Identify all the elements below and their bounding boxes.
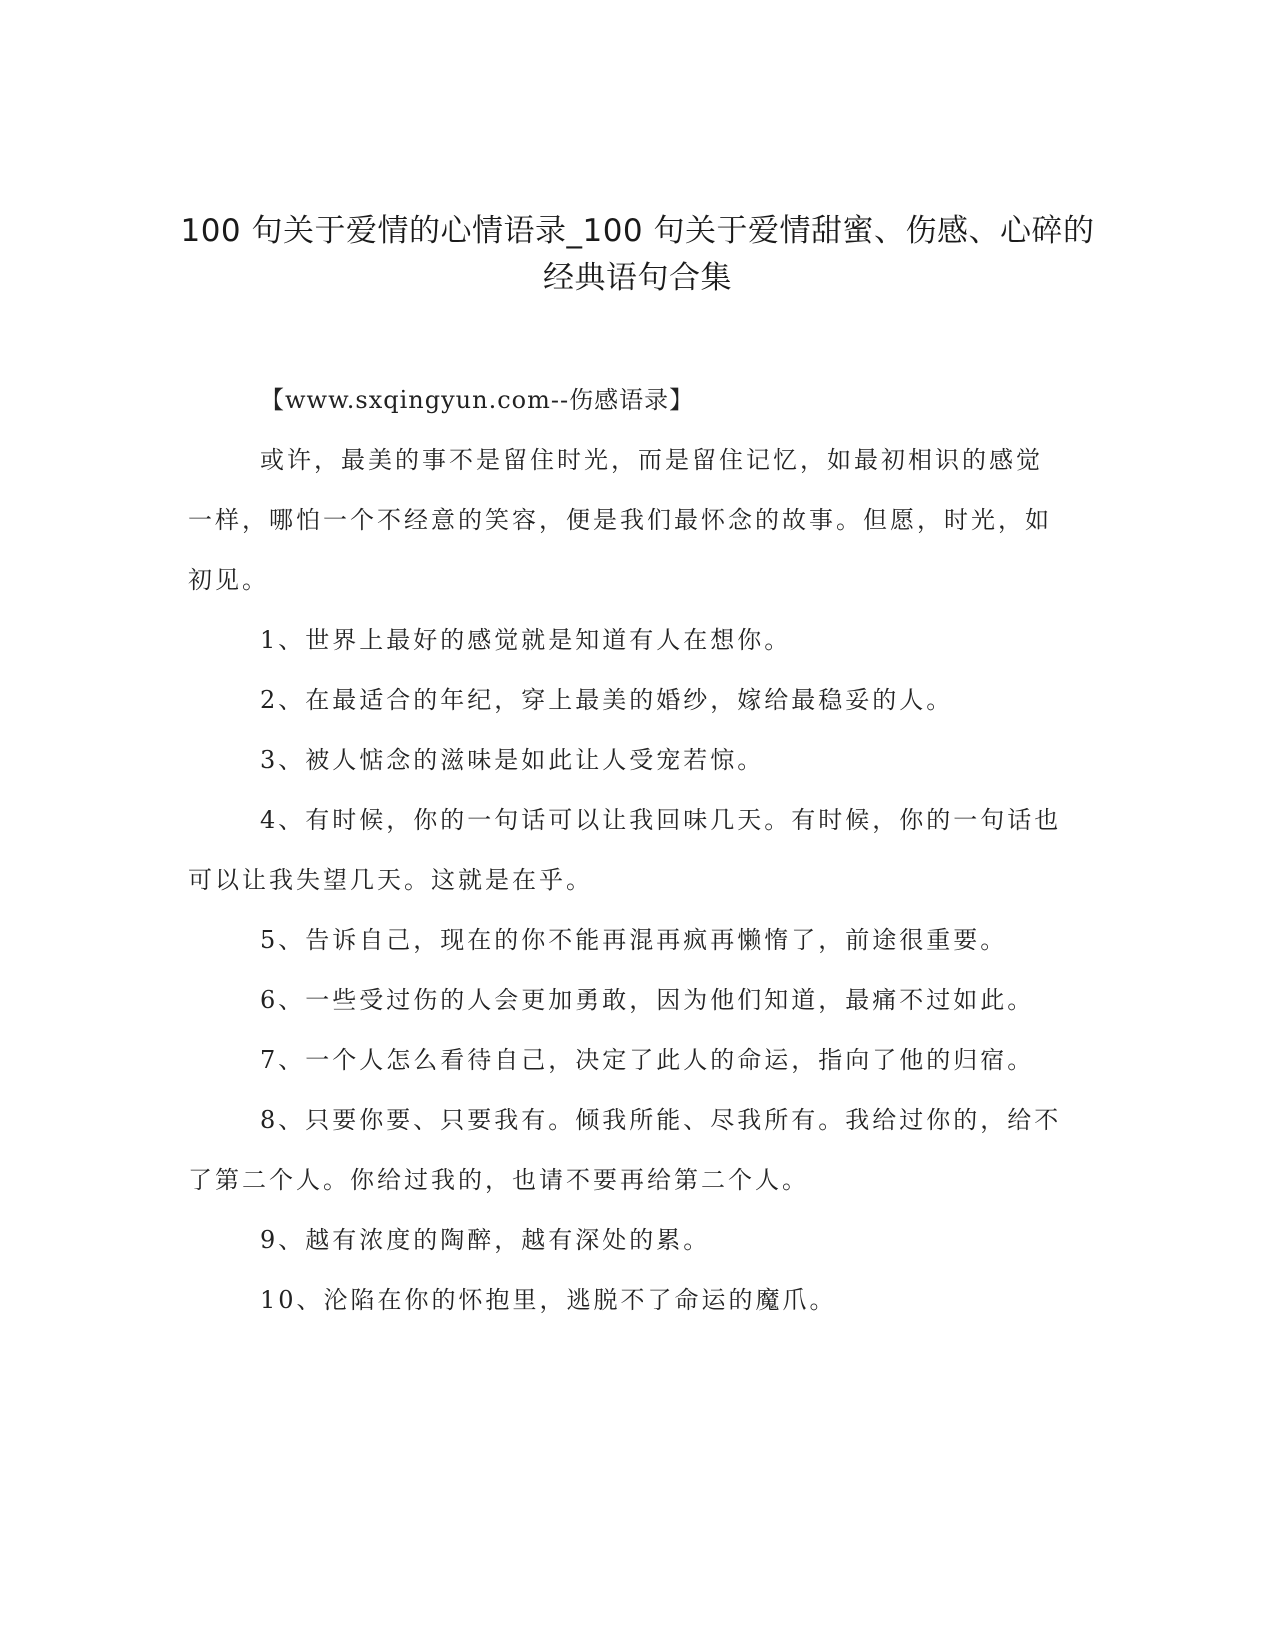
quote-item: 8、只要你要、只要我有。倾我所能、尽我所有。我给过你的，给不了第二个人。你给过我的，也请不要再给第二个人。: [188, 1106, 1062, 1194]
quote-item: 6、一些受过伤的人会更加勇敢，因为他们知道，最痛不过如此。: [260, 986, 1035, 1014]
intro-paragraph: 或许，最美的事不是留住时光，而是留住记忆，如最初相识的感觉一样，哪怕一个不经意的笑容，便是我们最怀念的故事。但愿，时光，如初见。: [188, 446, 1052, 594]
quote-item: 2、在最适合的年纪，穿上最美的婚纱，嫁给最稳妥的人。: [260, 686, 954, 714]
quote-item: 4、有时候，你的一句话可以让我回味几天。有时候，你的一句话也可以让我失望几天。这就是在乎。: [188, 806, 1062, 894]
quote-item: 10、沦陷在你的怀抱里，逃脱不了命运的魔爪。: [260, 1286, 837, 1314]
source-line: 【www.sxqingyun.com--伤感语录】: [260, 386, 695, 414]
quote-item: 7、一个人怎么看待自己，决定了此人的命运，指向了他的归宿。: [260, 1046, 1035, 1074]
document-body: [188, 370, 1068, 1330]
quote-item: 3、被人惦念的滋味是如此让人受宠若惊。: [260, 746, 765, 774]
quote-item: 5、告诉自己，现在的你不能再混再疯再懒惰了，前途很重要。: [260, 926, 1008, 954]
quote-item: 9、越有浓度的陶醉，越有深处的累。: [260, 1226, 711, 1254]
document-title: 100 句关于爱情的心情语录_100 句关于爱情甜蜜、伤感、心碎的经典语句合集: [180, 213, 1095, 296]
quote-item: 1、世界上最好的感觉就是知道有人在想你。: [260, 626, 792, 654]
